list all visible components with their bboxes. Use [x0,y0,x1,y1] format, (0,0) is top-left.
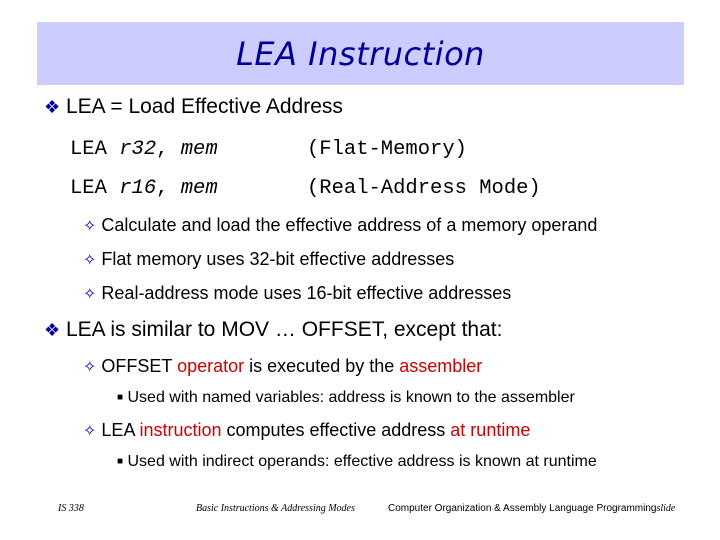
bullet-lea-definition [44,95,343,119]
footer-book [388,503,675,514]
sub-point-text: Real-address mode uses 16-bit effective addresses [101,283,512,303]
code-op: LEA [70,177,120,200]
bullet-similar [44,318,502,342]
bullet-text: LEA is similar to MOV … OFFSET, except that: [65,318,503,341]
code-comment-flat: (Flat-Memory) [307,138,467,161]
sub-point-flat [83,249,454,270]
square-bullet-icon: ■ [117,392,124,403]
footer-slide: slide [656,503,676,514]
highlight-runtime: at runtime [450,420,531,440]
detail-offset [117,389,575,407]
text-pre: LEA [101,420,140,440]
star-bullet-icon: ✧ [83,423,97,440]
code-comment-real: (Real-Address Mode) [307,177,541,200]
star-bullet-icon: ✧ [83,252,97,269]
slide-title: LEA Instruction [236,34,485,73]
star-bullet-icon: ✧ [83,359,97,376]
detail-lea [117,453,597,471]
detail-text: Used with indirect operands: effective address is known at runtime [127,453,597,470]
highlight-operator: operator [177,356,245,376]
text-mid: computes effective address [221,420,451,440]
star-bullet-icon: ✧ [83,286,97,303]
code-arg: r32 [119,138,157,161]
bullet-text: LEA = Load Effective Address [65,95,343,118]
sub-point-text: Calculate and load the effective address of a memory operand [101,215,598,235]
code-row-r16 [70,177,218,200]
diamond-bullet-icon: ❖ [44,320,61,340]
footer-course: IS 338 [58,503,84,514]
code-arg: r16 [119,177,157,200]
code-row-r32 [70,138,218,161]
code-mem: mem [180,177,218,200]
detail-text: Used with named variables: address is known to the assembler [127,389,575,406]
title-bar [37,22,684,85]
code-mem: mem [180,138,218,161]
code-sep: , [156,177,181,200]
text-mid: is executed by the [244,356,400,376]
sub-point-real [83,283,511,304]
code-op: LEA [70,138,120,161]
sub-point-calculate [83,215,597,236]
diamond-bullet-icon: ❖ [44,97,61,117]
sub-point-lea [83,420,530,441]
sub-point-text: Flat memory uses 32-bit effective addresses [101,249,455,269]
code-sep: , [156,138,181,161]
highlight-instruction: instruction [139,420,222,440]
footer-topic: Basic Instructions & Addressing Modes [196,503,355,514]
text-pre: OFFSET [101,356,178,376]
highlight-assembler: assembler [399,356,483,376]
square-bullet-icon: ■ [117,456,124,467]
footer-book-title: Computer Organization & Assembly Language Programming [388,503,657,514]
star-bullet-icon: ✧ [83,218,97,235]
sub-point-offset [83,356,482,377]
